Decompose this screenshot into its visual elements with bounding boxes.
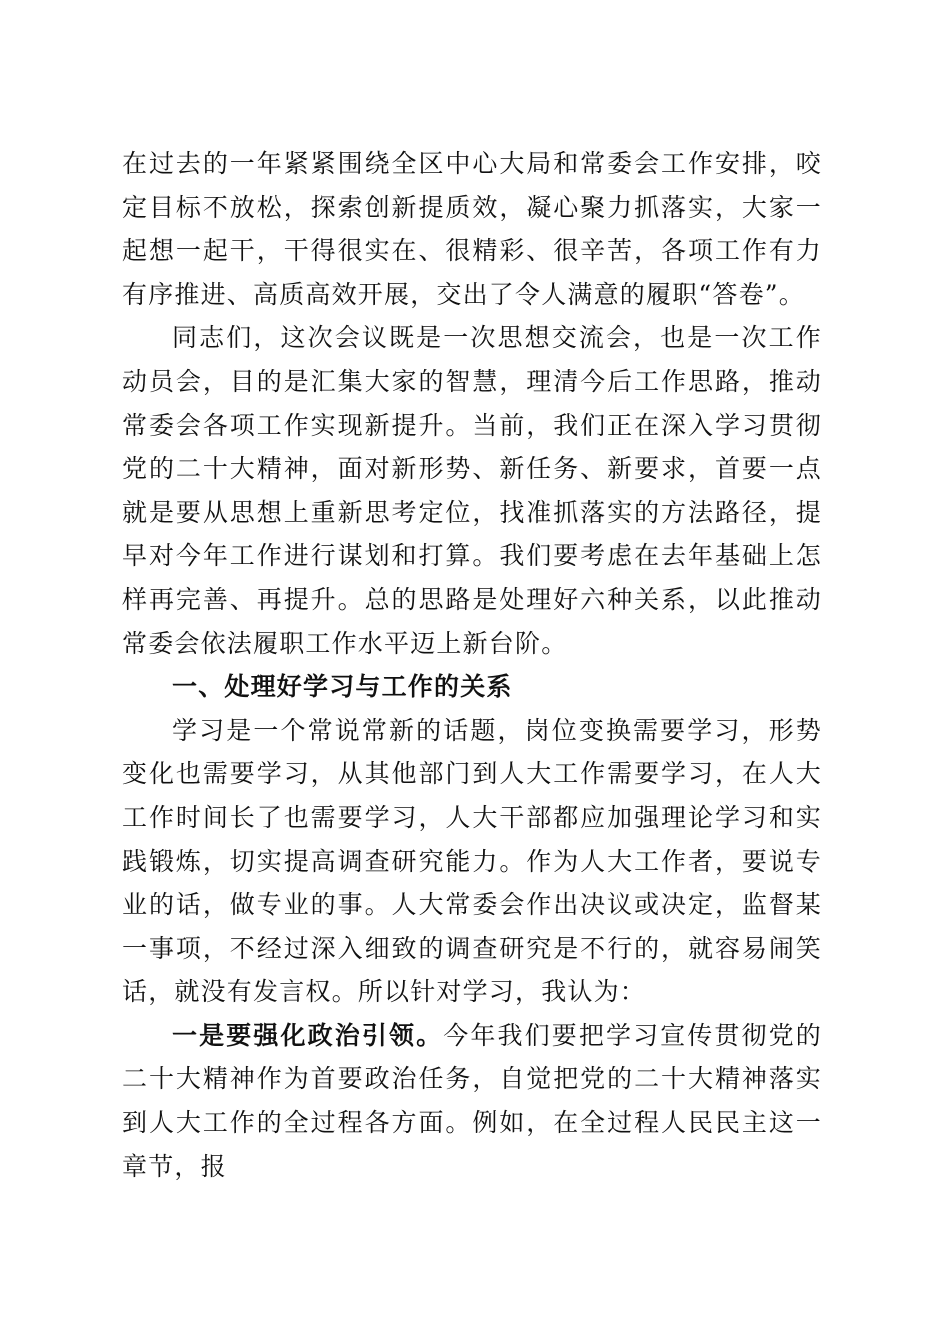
section-heading: 一、处理好学习与工作的关系: [172, 672, 513, 702]
paragraph-meeting-purpose: 同志们，这次会议既是一次思想交流会，也是一次工作动员会，目的是汇集大家的智慧，理清今后工作思路，推动常委会各项工作实现新提升。当前，我们正在深入学习贯彻党的二十大精神，面对新形势、新任务、新要求，首要一点就是要从思想上重新思考定位，找准抓落实的方法路径，提早对今年工作进行谋划和打算。我们要考虑在去年基础上怎样再完善、再提升。总的思路是处理好六种关系，以此推动常委会依法履职工作水平迈上新台阶。: [122, 323, 822, 658]
point-one-text: 今年我们要把学习宣传贯彻党的二十大精神作为首要政治任务，自觉把党的二十大精神落实到人大工作的全过程各方面。例如，在全过程人民民主这一章节，报: [122, 1020, 822, 1181]
point-one-lead: 一是要强化政治引领。: [172, 1020, 444, 1050]
document-body: [122, 142, 822, 1188]
paragraph-continuation: 在过去的一年紧紧围绕全区中心大局和常委会工作安排，咬定目标不放松，探索创新提质效，凝心聚力抓落实，大家一起想一起干，干得很实在、很精彩、很辛苦，各项工作有力有序推进、高质高效开展，交出了令人满意的履职“答卷”。: [122, 149, 822, 309]
paragraph-point-one: [122, 1014, 822, 1188]
paragraph-study: 学习是一个常说常新的话题，岗位变换需要学习，形势变化也需要学习，从其他部门到人大工作需要学习，在人大工作时间长了也需要学习，人大干部都应加强理论学习和实践锻炼，切实提高调查研究能力。作为人大工作者，要说专业的话，做专业的事。人大常委会作出决议或决定，监督某一事项，不经过深入细致的调查研究是不行的，就容易闹笑话，就没有发言权。所以针对学习，我认为：: [122, 715, 822, 1007]
